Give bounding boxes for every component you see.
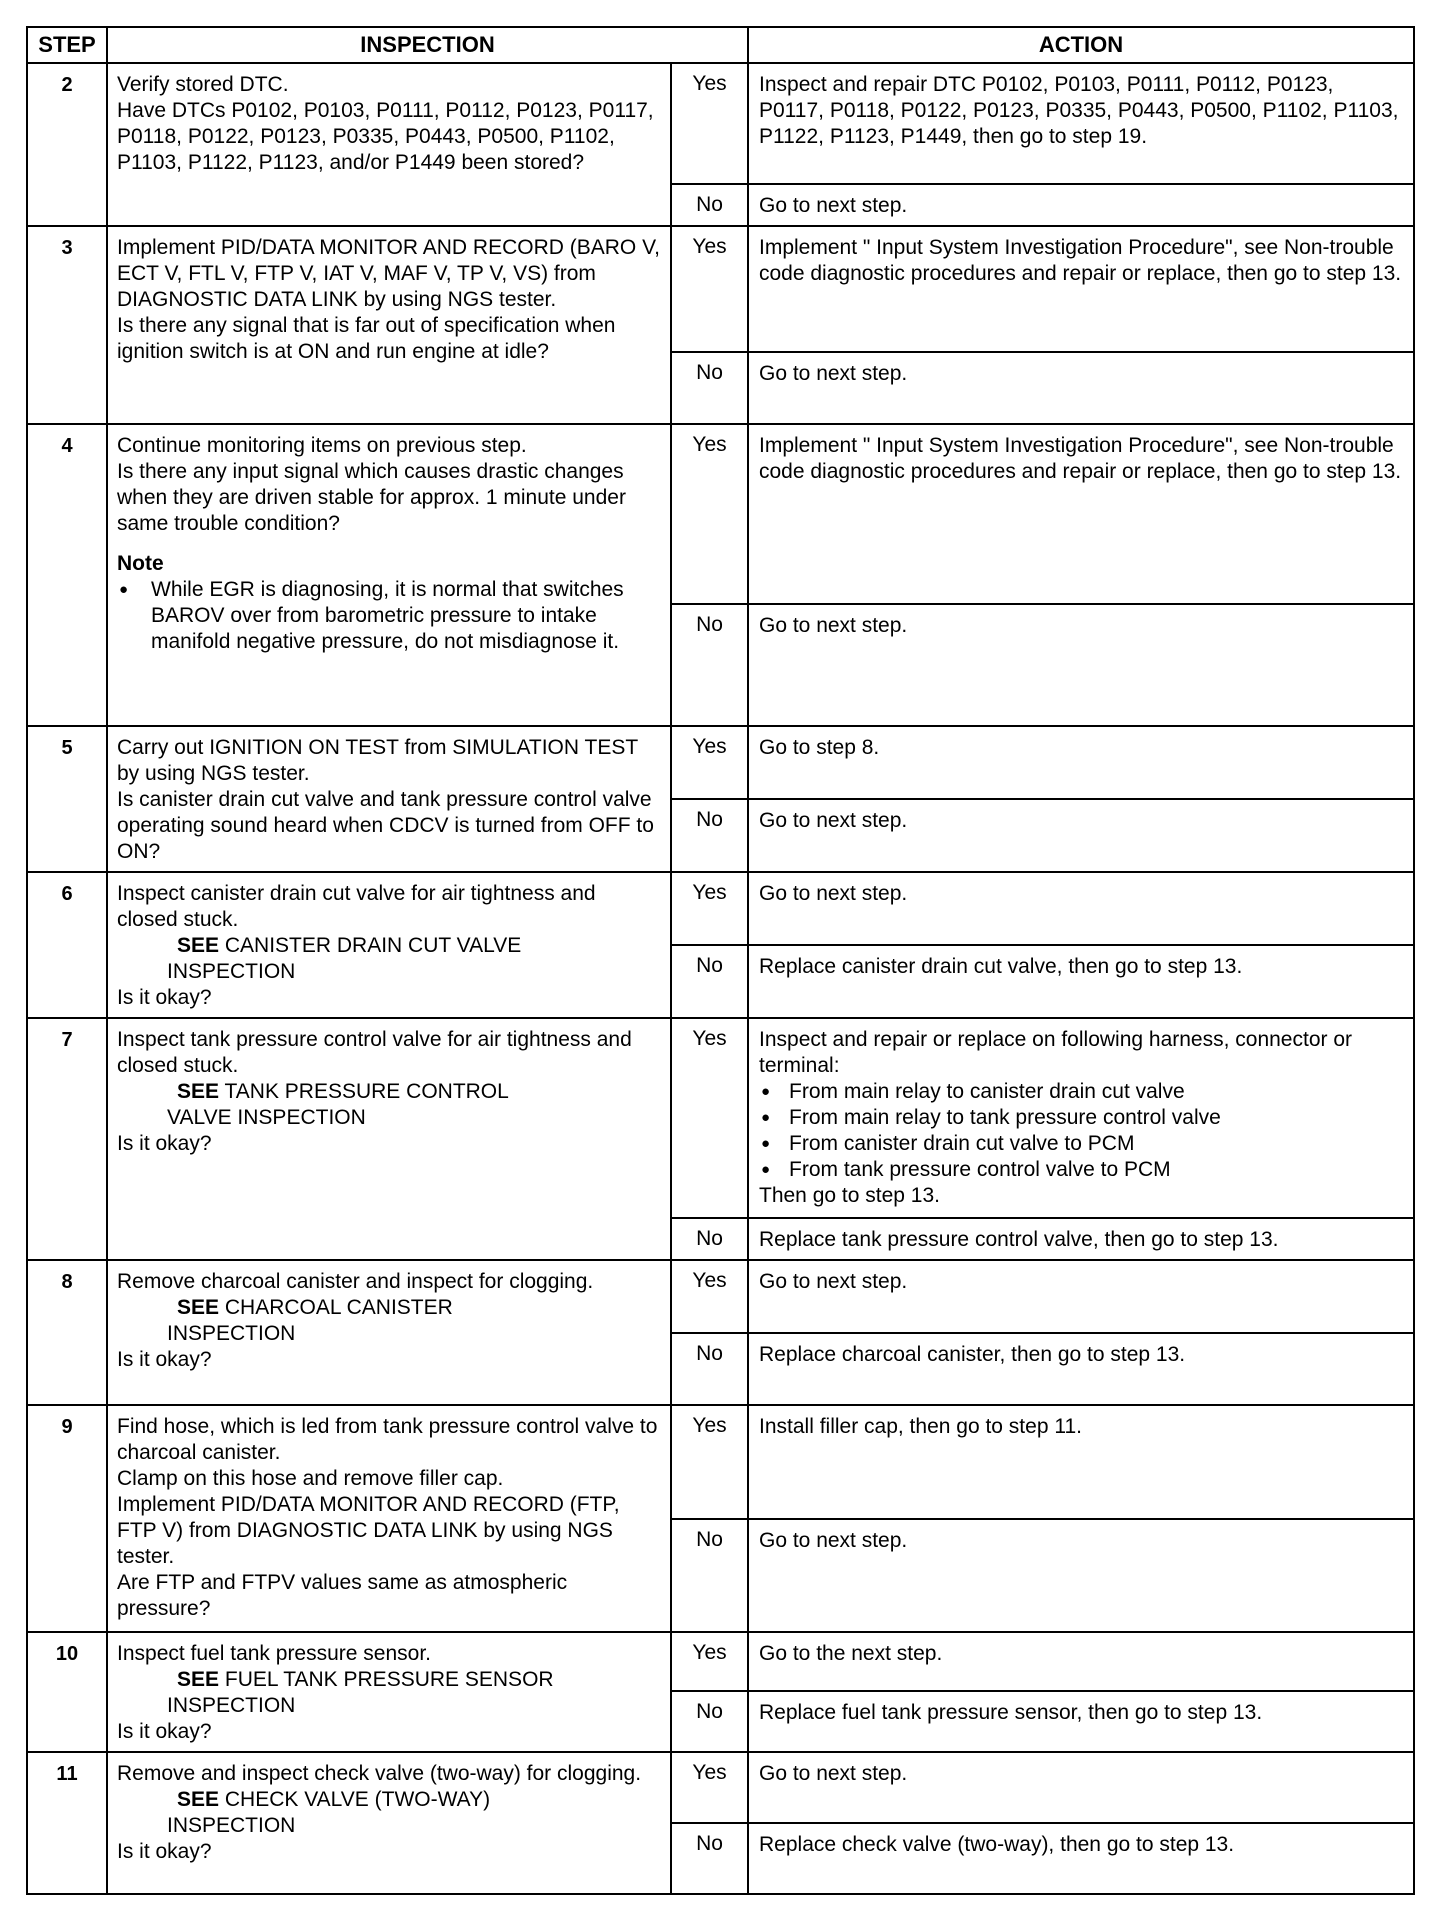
no-label: No — [671, 799, 748, 872]
step-number: 8 — [27, 1260, 107, 1405]
yes-action: Go to next step. — [748, 1260, 1414, 1333]
yes-label: Yes — [671, 424, 748, 604]
inspection-text: Implement PID/DATA MONITOR AND RECORD (FTP, FTP V) from DIAGNOSTIC DATA LINK by using NGS tester. — [117, 1493, 620, 1568]
inspection-cell — [107, 1752, 671, 1894]
inspection-text: Find hose, which is led from tank pressure control valve to charcoal canister. — [117, 1415, 658, 1464]
step-number: 3 — [27, 226, 107, 424]
step-number: 2 — [27, 63, 107, 226]
no-action: Go to next step. — [748, 352, 1414, 424]
diagnostic-table — [26, 26, 1415, 1895]
no-label: No — [671, 1519, 748, 1632]
no-action: Go to next step. — [748, 184, 1414, 226]
inspection-text: Clamp on this hose and remove filler cap. — [117, 1467, 504, 1490]
question-text: Is it okay? — [117, 986, 212, 1009]
see-title: FUEL TANK PRESSURE SENSOR — [224, 1668, 554, 1691]
yes-action: Implement " Input System Investigation Procedure", see Non-trouble code diagnostic procedures and repair or replace, then go to step 13. — [748, 226, 1414, 352]
see-reference — [117, 1079, 662, 1105]
see-keyword: SEE — [177, 1080, 220, 1103]
inspection-text: Is canister drain cut valve and tank pressure control valve operating sound heard when CDCV is turned from OFF to ON? — [117, 788, 654, 863]
yes-action: Implement " Input System Investigation Procedure", see Non-trouble code diagnostic procedures and repair or replace, then go to step 13. — [748, 424, 1414, 604]
note-item: ● While EGR is diagnosing, it is normal that switches BAROV over from barometric pressure to intake manifold negative pressure, do not misdiagnose it. — [117, 577, 662, 655]
no-label: No — [671, 1691, 748, 1752]
no-label: No — [671, 1823, 748, 1894]
see-reference — [117, 933, 662, 959]
see-title: TANK PRESSURE CONTROL — [224, 1080, 509, 1103]
table-row — [27, 1405, 1414, 1519]
see-title-continued: INSPECTION — [167, 1322, 296, 1345]
no-action: Replace charcoal canister, then go to step 13. — [748, 1333, 1414, 1405]
action-item: ● From tank pressure control valve to PCM — [759, 1157, 1403, 1183]
see-reference — [117, 1295, 662, 1321]
see-title: CANISTER DRAIN CUT VALVE — [224, 934, 522, 957]
step-number: 10 — [27, 1632, 107, 1752]
no-action: Replace fuel tank pressure sensor, then go to step 13. — [748, 1691, 1414, 1752]
header-step: STEP — [27, 27, 107, 63]
inspection-cell — [107, 1260, 671, 1405]
see-title-continued: INSPECTION — [167, 1814, 296, 1837]
no-label: No — [671, 352, 748, 424]
inspection-cell — [107, 1405, 671, 1632]
yes-action: Inspect and repair DTC P0102, P0103, P0111, P0112, P0123, P0117, P0118, P0122, P0123, P0335, P0443, P0500, P1102, P1103, P1122, P1123, P1449, then go to step 19. — [748, 63, 1414, 184]
inspection-cell — [107, 63, 671, 226]
question-text: Is it okay? — [117, 1840, 212, 1863]
action-list — [759, 1079, 1403, 1183]
see-keyword: SEE — [177, 1788, 220, 1811]
no-label: No — [671, 1218, 748, 1260]
see-title: CHECK VALVE (TWO-WAY) — [224, 1788, 491, 1811]
step-number: 4 — [27, 424, 107, 726]
see-title: CHARCOAL CANISTER — [224, 1296, 453, 1319]
no-label: No — [671, 945, 748, 1018]
note-title: Note — [117, 552, 164, 575]
inspection-cell — [107, 726, 671, 872]
table-row — [27, 424, 1414, 604]
no-label: No — [671, 184, 748, 226]
yes-action: Go to next step. — [748, 1752, 1414, 1823]
table-row — [27, 872, 1414, 945]
see-keyword: SEE — [177, 1296, 220, 1319]
action-item: ● From main relay to tank pressure control valve — [759, 1105, 1403, 1131]
yes-label: Yes — [671, 1752, 748, 1823]
table-row — [27, 1018, 1414, 1218]
yes-label: Yes — [671, 63, 748, 184]
inspection-text: Carry out IGNITION ON TEST from SIMULATION TEST by using NGS tester. — [117, 736, 638, 785]
yes-label: Yes — [671, 726, 748, 799]
no-label: No — [671, 1333, 748, 1405]
table-row — [27, 726, 1414, 799]
step-number: 6 — [27, 872, 107, 1018]
action-outro: Then go to step 13. — [759, 1184, 940, 1207]
yes-action: Go to the next step. — [748, 1632, 1414, 1691]
no-action: Replace tank pressure control valve, then go to step 13. — [748, 1218, 1414, 1260]
yes-label: Yes — [671, 1632, 748, 1691]
inspection-text: Is there any input signal which causes drastic changes when they are driven stable for approx. 1 minute under same trouble condition? — [117, 460, 626, 535]
yes-action: Install filler cap, then go to step 11. — [748, 1405, 1414, 1519]
inspection-text: Verify stored DTC. — [117, 73, 289, 96]
yes-label: Yes — [671, 1018, 748, 1218]
yes-label: Yes — [671, 226, 748, 352]
header-inspection: INSPECTION — [107, 27, 748, 63]
no-action: Go to next step. — [748, 604, 1414, 726]
step-number: 9 — [27, 1405, 107, 1632]
table-row — [27, 226, 1414, 352]
inspection-text: Inspect tank pressure control valve for air tightness and closed stuck. — [117, 1028, 632, 1077]
question-text: Is it okay? — [117, 1348, 212, 1371]
question-text: Is it okay? — [117, 1720, 212, 1743]
action-intro: Inspect and repair or replace on following harness, connector or terminal: — [759, 1028, 1353, 1077]
step-number: 11 — [27, 1752, 107, 1894]
table-row — [27, 63, 1414, 184]
see-title-continued: VALVE INSPECTION — [167, 1106, 366, 1129]
yes-action: Go to next step. — [748, 872, 1414, 945]
inspection-text: Implement PID/DATA MONITOR AND RECORD (BARO V, ECT V, FTL V, FTP V, IAT V, MAF V, TP V, VS) from DIAGNOSTIC DATA LINK by using NGS tester. — [117, 236, 660, 311]
inspection-text: Inspect canister drain cut valve for air tightness and closed stuck. — [117, 882, 596, 931]
see-title-continued: INSPECTION — [167, 960, 296, 983]
inspection-cell — [107, 1632, 671, 1752]
see-keyword: SEE — [177, 934, 220, 957]
see-keyword: SEE — [177, 1668, 220, 1691]
action-item: ● From canister drain cut valve to PCM — [759, 1131, 1403, 1157]
see-reference — [117, 1667, 662, 1693]
action-item: ● From main relay to canister drain cut valve — [759, 1079, 1403, 1105]
table-row — [27, 1632, 1414, 1691]
yes-action — [748, 1018, 1414, 1218]
step-number: 7 — [27, 1018, 107, 1260]
step-number: 5 — [27, 726, 107, 872]
no-action: Replace check valve (two-way), then go to step 13. — [748, 1823, 1414, 1894]
yes-label: Yes — [671, 1405, 748, 1519]
inspection-cell — [107, 872, 671, 1018]
inspection-cell — [107, 1018, 671, 1260]
inspection-text: Are FTP and FTPV values same as atmospheric pressure? — [117, 1571, 568, 1620]
no-action: Replace canister drain cut valve, then go to step 13. — [748, 945, 1414, 1018]
see-reference — [117, 1787, 662, 1813]
inspection-text: Remove charcoal canister and inspect for clogging. — [117, 1270, 594, 1293]
table-row — [27, 1752, 1414, 1823]
document-page — [26, 26, 1415, 1895]
no-label: No — [671, 604, 748, 726]
inspection-text: Inspect fuel tank pressure sensor. — [117, 1642, 432, 1665]
inspection-cell — [107, 424, 671, 726]
inspection-text: Have DTCs P0102, P0103, P0111, P0112, P0123, P0117, P0118, P0122, P0123, P0335, P0443, P0500, P1102, P1103, P1122, P1123, and/or P1449 been stored? — [117, 99, 654, 174]
inspection-text: Is there any signal that is far out of specification when ignition switch is at ON and run engine at idle? — [117, 314, 616, 363]
inspection-text: Remove and inspect check valve (two-way) for clogging. — [117, 1762, 642, 1785]
yes-action: Go to step 8. — [748, 726, 1414, 799]
inspection-cell — [107, 226, 671, 424]
yes-label: Yes — [671, 1260, 748, 1333]
no-action: Go to next step. — [748, 1519, 1414, 1632]
yes-label: Yes — [671, 872, 748, 945]
note-list — [117, 577, 662, 655]
no-action: Go to next step. — [748, 799, 1414, 872]
inspection-text: Continue monitoring items on previous step. — [117, 434, 527, 457]
see-title-continued: INSPECTION — [167, 1694, 296, 1717]
table-row — [27, 1260, 1414, 1333]
header-action: ACTION — [748, 27, 1414, 63]
header-row — [27, 27, 1414, 63]
question-text: Is it okay? — [117, 1132, 212, 1155]
